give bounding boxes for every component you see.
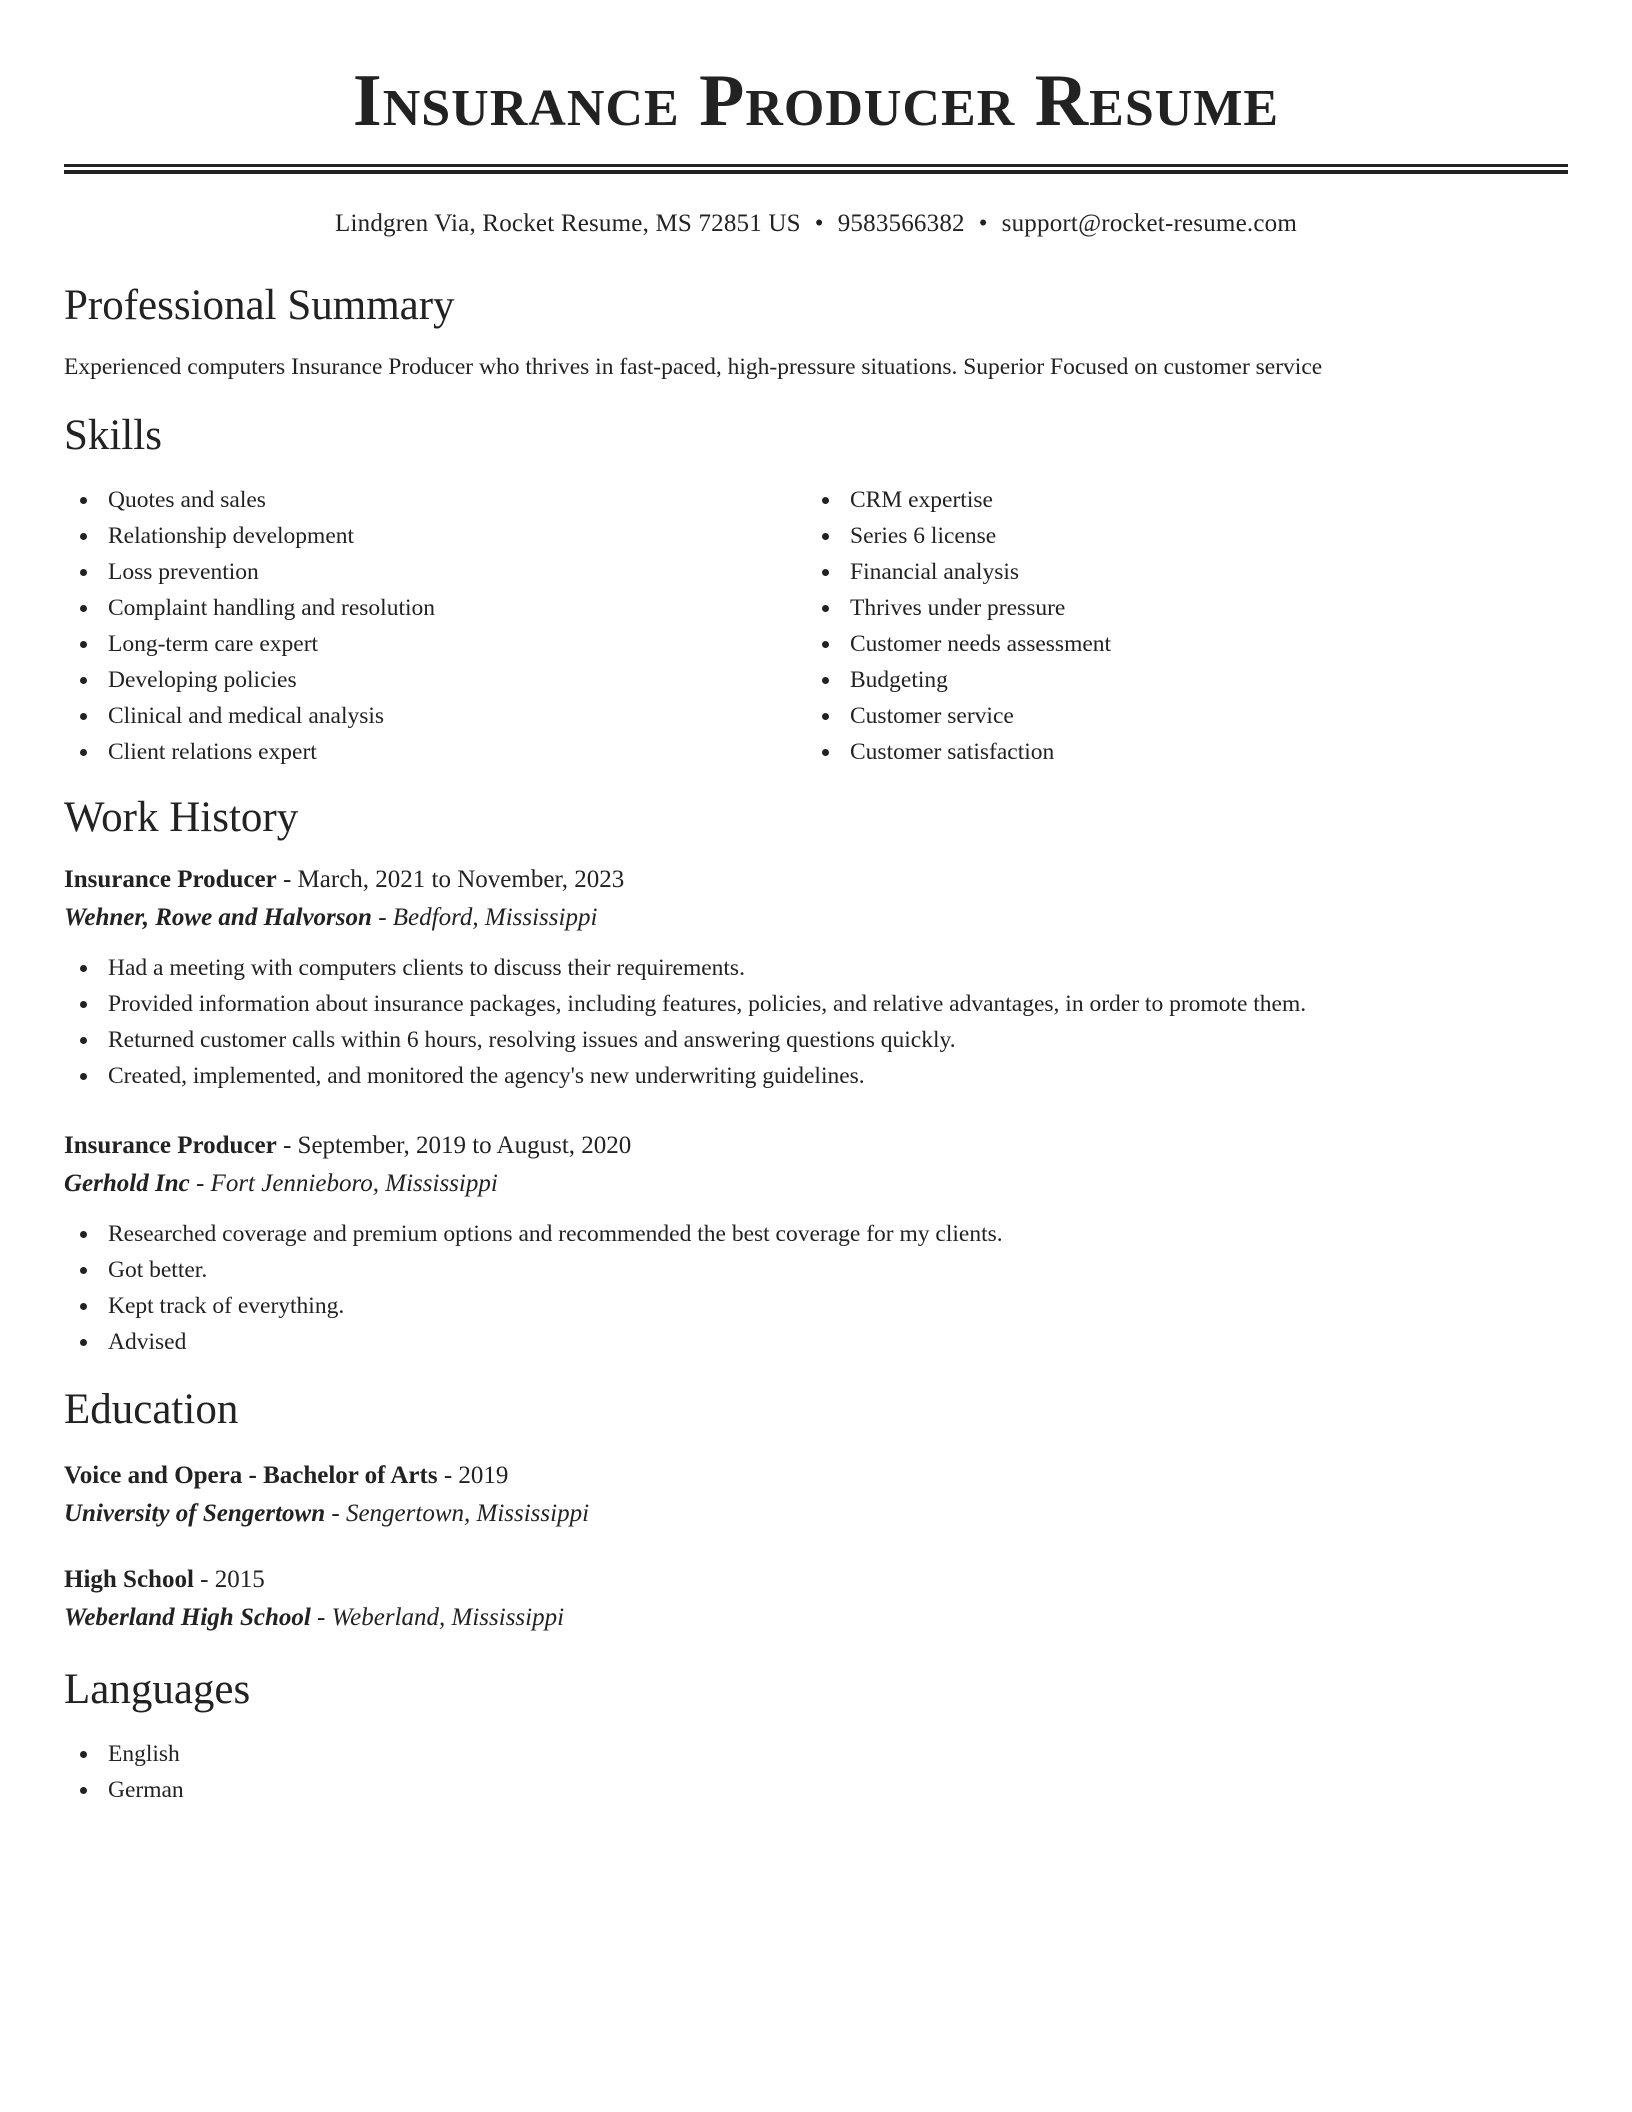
skill-item: Long-term care expert xyxy=(64,626,806,662)
degree-line xyxy=(64,1562,1568,1598)
job-dates: - September, 2019 to August, 2020 xyxy=(276,1132,632,1159)
job-company: Wehner, Rowe and Halvorson xyxy=(64,904,372,931)
skill-item: Budgeting xyxy=(806,662,1548,698)
contact-line xyxy=(64,208,1568,240)
school: University of Sengertown xyxy=(64,1500,326,1527)
contact-separator: • xyxy=(814,210,824,237)
contact-separator: • xyxy=(978,210,988,237)
skills-columns xyxy=(64,482,1568,770)
skill-item: CRM expertise xyxy=(806,482,1548,518)
education-heading: Education xyxy=(64,1386,239,1433)
job-bullet: Advised xyxy=(64,1324,1568,1360)
education-entry xyxy=(64,1458,1568,1534)
skill-item: Loss prevention xyxy=(64,554,806,590)
title-divider xyxy=(64,164,1568,174)
job-bullet: Researched coverage and premium options and recommended the best coverage for my clients. xyxy=(64,1216,1568,1252)
skill-item: Relationship development xyxy=(64,518,806,554)
resume-title: Insurance Producer Resume xyxy=(352,60,1280,142)
job-entry xyxy=(64,1128,1568,1360)
degree-year: - 2015 xyxy=(193,1566,265,1593)
job-bullet: Created, implemented, and monitored the agency's new underwriting guidelines. xyxy=(64,1058,1568,1094)
skill-item: Developing policies xyxy=(64,662,806,698)
skills-right-list xyxy=(806,482,1548,770)
skill-item: Series 6 license xyxy=(806,518,1548,554)
job-title: Insurance Producer xyxy=(64,866,277,893)
job-title: Insurance Producer xyxy=(64,1132,277,1159)
job-bullet: Returned customer calls within 6 hours, resolving issues and answering questions quickly. xyxy=(64,1022,1568,1058)
job-dates: - March, 2021 to November, 2023 xyxy=(276,866,625,893)
degree: Voice and Opera - Bachelor of Arts xyxy=(64,1462,438,1489)
job-title-line xyxy=(64,1128,1568,1164)
education-entry xyxy=(64,1562,1568,1638)
summary-text: Experienced computers Insurance Producer who thrives in fast-paced, high-pressure situations. Superior Focused on customer service xyxy=(64,354,1323,380)
skill-item: Customer satisfaction xyxy=(806,734,1548,770)
job-company: Gerhold Inc xyxy=(64,1170,190,1197)
skill-item: Client relations expert xyxy=(64,734,806,770)
skill-item: Thrives under pressure xyxy=(806,590,1548,626)
job-bullet: Provided information about insurance packages, including features, policies, and relative advantages, in order to promote them. xyxy=(64,986,1568,1022)
job-bullet: Got better. xyxy=(64,1252,1568,1288)
skill-item: Clinical and medical analysis xyxy=(64,698,806,734)
contact-email: support@rocket-resume.com xyxy=(1001,210,1297,237)
school-line xyxy=(64,1598,1568,1638)
language-item: German xyxy=(64,1772,1568,1808)
job-location: - Bedford, Mississippi xyxy=(371,904,598,931)
skill-item: Financial analysis xyxy=(806,554,1548,590)
languages-heading: Languages xyxy=(64,1666,251,1713)
degree: High School xyxy=(64,1566,194,1593)
skill-item: Complaint handling and resolution xyxy=(64,590,806,626)
job-location: - Fort Jennieboro, Mississippi xyxy=(189,1170,498,1197)
language-item: English xyxy=(64,1736,1568,1772)
skill-item: Customer needs assessment xyxy=(806,626,1548,662)
school-line xyxy=(64,1494,1568,1534)
contact-address: Lindgren Via, Rocket Resume, MS 72851 US xyxy=(335,210,801,237)
school-location: - Weberland, Mississippi xyxy=(310,1604,565,1631)
languages-list xyxy=(64,1736,1568,1808)
degree-line xyxy=(64,1458,1568,1494)
school: Weberland High School xyxy=(64,1604,311,1631)
skills-heading: Skills xyxy=(64,412,162,459)
job-title-line xyxy=(64,862,1568,898)
contact-phone: 9583566382 xyxy=(837,210,965,237)
job-company-line xyxy=(64,898,1568,938)
school-location: - Sengertown, Mississippi xyxy=(325,1500,590,1527)
job-bullets xyxy=(64,1216,1568,1360)
job-bullet: Kept track of everything. xyxy=(64,1288,1568,1324)
skill-item: Customer service xyxy=(806,698,1548,734)
job-entry xyxy=(64,862,1568,1094)
summary-heading: Professional Summary xyxy=(64,282,455,329)
job-bullets xyxy=(64,950,1568,1094)
degree-year: - 2019 xyxy=(437,1462,509,1489)
job-bullet: Had a meeting with computers clients to discuss their requirements. xyxy=(64,950,1568,986)
skills-left-list xyxy=(64,482,806,770)
job-company-line xyxy=(64,1164,1568,1204)
skill-item: Quotes and sales xyxy=(64,482,806,518)
work-history-heading: Work History xyxy=(64,794,299,841)
